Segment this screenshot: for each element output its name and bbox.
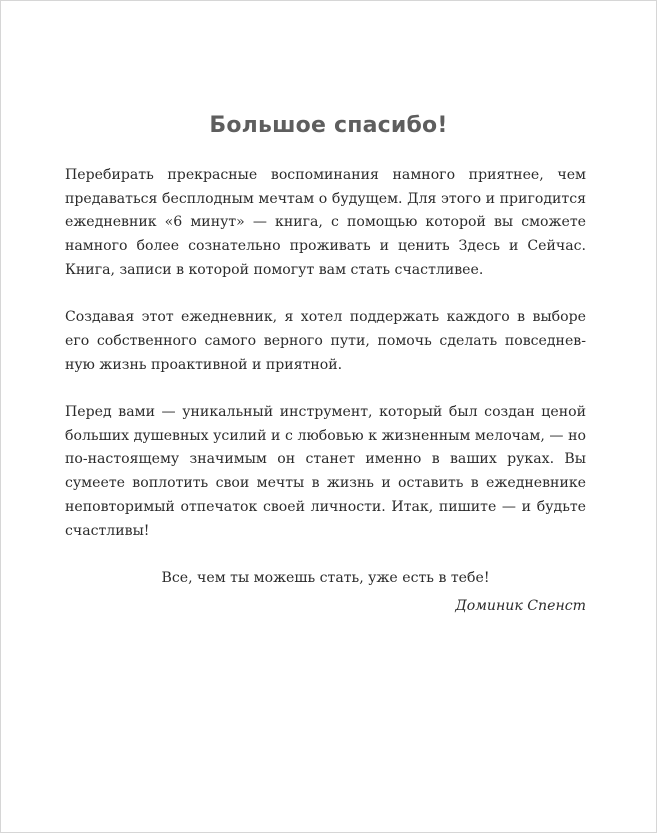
body-text — [65, 164, 586, 567]
paragraph-3: Перед вами — уникальный инструмент, который был создан ценой больших душевных усилий и с любовью к жизненным мелочам, — но по-настоящему значимым он станет именно в ваших руках. Вы сумеете воплотить свои мечты в жизнь и оставить в ежедневнике неповторимый отпечаток своей личности. Итак, пишите — и будьте счастливы! — [65, 404, 586, 539]
closing-quote — [65, 567, 586, 618]
paragraph-1: Перебирать прекрасные воспоминания намного приятнее, чем предаваться бесплодным мечтам о будущем. Для этого и пригодится ежедневник «6 минут» — книга, с помощью которой вы сможете намного более сознательно проживать и ценить Здесь и Сейчас. Книга, записи в которой помогут вам стать счастливее. — [65, 167, 586, 278]
quote-text: Все, чем ты можешь стать, уже есть в тебе! — [161, 570, 490, 586]
paragraph-2: Создавая этот ежедневник, я хотел поддержать каждого в выборе его собственного самого верного пути, помочь сделать повседневную жизнь проактивной и приятной. — [65, 309, 586, 373]
page-title: Большое спасибо! — [209, 113, 448, 138]
quote-author: Доминик Спенст — [455, 597, 586, 614]
